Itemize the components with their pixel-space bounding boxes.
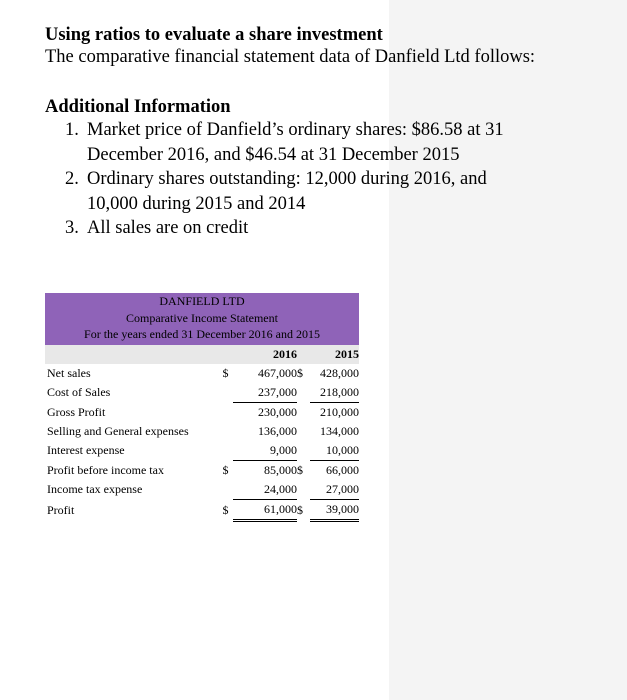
col-2015: 2015 — [310, 345, 359, 364]
statement-period: For the years ended 31 December 2016 and 2015 — [84, 327, 320, 341]
statement-name: Comparative Income Statement — [126, 310, 278, 325]
company-name: DANFIELD LTD — [159, 294, 245, 308]
table-row: Gross Profit 230,000 210,000 — [47, 404, 359, 419]
table-row: Cost of Sales 237,000 218,000 — [45, 383, 359, 403]
additional-info-list — [45, 118, 625, 241]
table-row: Interest expense 9,000 10,000 — [45, 441, 359, 461]
page-title: Using ratios to evaluate a share investment — [45, 25, 383, 45]
list-item: 1. Market price of Danfield’s ordinary shares: $86.58 at 31 December 2016, and $46.54 at 31 December 2015 — [65, 120, 504, 165]
additional-info-heading: Additional Information — [45, 97, 231, 117]
table-header-row — [45, 345, 359, 364]
table-row: Profit before income tax $ 85,000 $ 66,000 — [47, 462, 359, 477]
list-item: 3. All sales are on credit — [65, 218, 249, 238]
income-table — [45, 345, 359, 522]
table-row: Income tax expense 24,000 27,000 — [45, 480, 359, 500]
income-statement — [45, 293, 359, 522]
col-2016: 2016 — [233, 345, 297, 364]
intro-text: The comparative financial statement data of Danfield Ltd follows: — [45, 47, 536, 67]
list-item: 2. Ordinary shares outstanding: 12,000 during 2016, and 10,000 during 2015 and 2014 — [65, 169, 487, 214]
document-body — [45, 24, 625, 241]
table-row: Profit $ 61,000 $ 39,000 — [45, 500, 359, 521]
table-row: Net sales $ 467,000 $ 428,000 — [47, 366, 359, 380]
statement-header — [45, 293, 359, 345]
table-row: Selling and General expenses 136,000 134,000 — [47, 424, 359, 438]
